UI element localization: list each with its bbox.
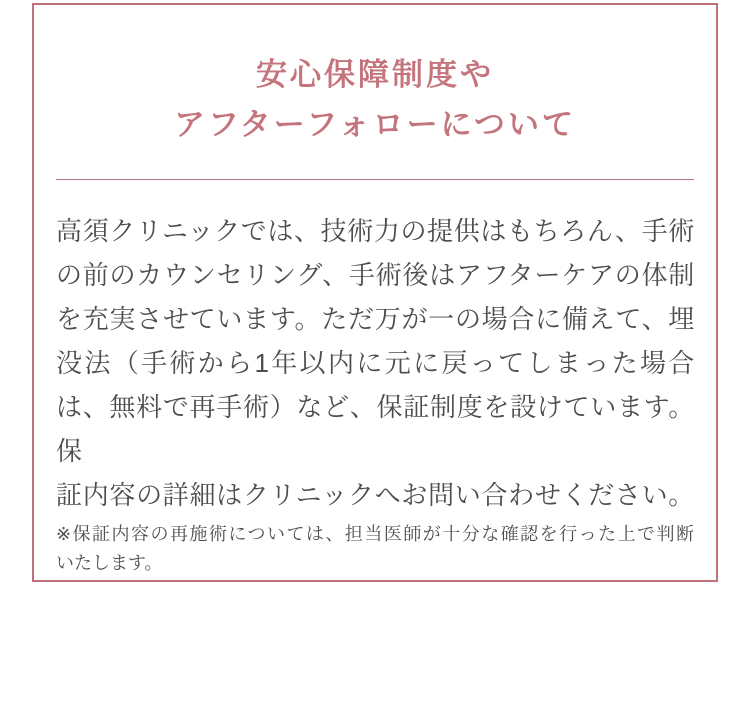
divider xyxy=(56,179,694,180)
card-title-line-1: 安心保障制度や xyxy=(256,57,494,92)
paragraph-line-3: を充実させています。ただ万が一の場合に備えて、埋 xyxy=(56,304,694,334)
note-text xyxy=(56,520,694,578)
card-title xyxy=(56,50,694,150)
paragraph-line-1: 高須クリニックでは、技術力の提供はもちろん、手術 xyxy=(56,216,694,246)
note-line-2: いたします。 xyxy=(56,553,163,573)
info-card xyxy=(32,3,718,582)
card-title-line-2: アフターフォローについて xyxy=(173,107,577,142)
paragraph-line-2: の前のカウンセリング、手術後はアフターケアの体制 xyxy=(56,260,694,290)
paragraph-line-5: は、無料で再手術）など、保証制度を設けています。保 xyxy=(56,392,694,466)
paragraph-line-6: 証内容の詳細はクリニックへお問い合わせください。 xyxy=(56,480,694,510)
body-paragraph xyxy=(56,209,694,517)
note-line-1: ※保証内容の再施術については、担当医師が十分な確認を行った上で判断 xyxy=(56,524,694,544)
paragraph-line-4: 没法（手術から1年以内に元に戻ってしまった場合 xyxy=(56,348,694,378)
